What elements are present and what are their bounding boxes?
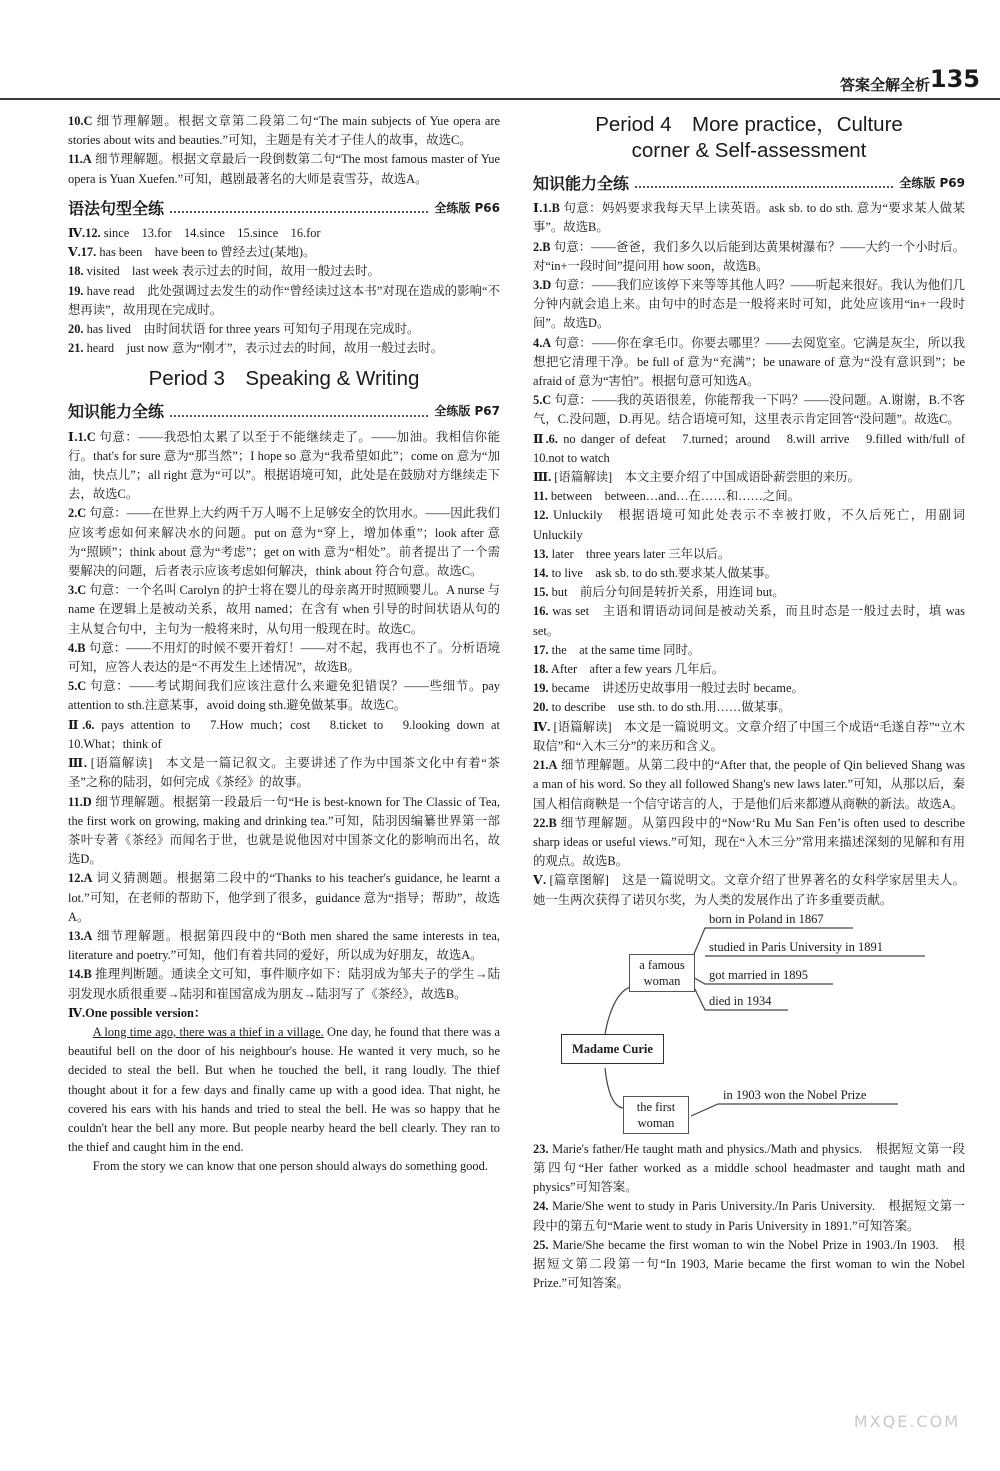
answer-text: heard just now 意为“刚才”，表示过去的时间，故用一般过去时。 <box>86 341 444 356</box>
answer-text: Marie/She went to study in Paris University./In Paris University. 根据短文第一段中的第五句“Marie went to study in Paris University in 1891.”可知答案。 <box>533 1199 965 1233</box>
answer-text: 细节理解题。根据文章最后一段倒数第二句“The most famous master of Yue opera is Yuan Xuefen.”可知，越剧最著名的大师是袁雪芬，故选A。 <box>68 152 500 186</box>
answer-number: Ⅰ.1.B <box>533 201 560 216</box>
answer-number: 5.C <box>533 393 552 408</box>
dotted-leader <box>170 211 428 213</box>
left-items-c <box>68 428 513 1004</box>
essay-conclusion: From the story we can know that one person should always do something good. <box>92 1159 488 1174</box>
answer-item <box>533 199 965 237</box>
left-column <box>68 112 513 1177</box>
answer-item <box>533 276 965 334</box>
dotted-leader <box>635 186 893 188</box>
answer-item <box>533 487 965 506</box>
left-items-b <box>68 224 500 358</box>
section-page-ref: 全练版 P69 <box>899 176 965 190</box>
answer-text: 句意：——我恐怕太累了以至于不能继续走了。——加油。我相信你能行。that's for sure 意为“那当然”；I hope so 意为“我希望如此”；come on 意为“加油，快点儿”；all right 意为“可以”。根据语境可知，此处是在鼓励对方继续走下去，故选C。 <box>68 429 500 502</box>
mind-map-leaf: in 1903 won the Nobel Prize <box>723 1087 867 1102</box>
answer-text: [语篇解读] 本文是一篇说明文。文章介绍了中国三个成语“毛遂自荐”“立木取信”和“入木三分”的来历和含义。 <box>533 719 965 753</box>
essay-body: One day, he found that there was a beautiful bell on the door of his neighbour's house. He wanted it very much, so he decided to steal the bell. But when he touched the bell, it rang loudly. The thief thought about it for a few days and finally came up with a good idea. That night, he covered his ears with his hands and tried to steal the bell. He was so happy that he couldn't hear the bell any more. But people nearby heard the bell clearly. They ran to the thief and caught him in the end. <box>68 1024 500 1155</box>
answer-text: [语篇解读] 本文是一篇记叙文。主要讲述了作为中国茶文化中有着“茶圣”之称的陆羽，如何完成《茶经》的故事。 <box>68 756 500 790</box>
answer-number: 16. <box>533 604 549 619</box>
period-4-title <box>533 112 965 164</box>
answer-number: 25. <box>533 1237 549 1252</box>
answer-item <box>533 583 965 602</box>
answer-text: between between…and…在……和……之间。 <box>550 489 801 504</box>
answer-number: 18. <box>68 264 84 279</box>
watermark: MXQE.COM <box>853 1411 960 1431</box>
answer-item <box>533 871 965 909</box>
answer-number: Ⅲ. <box>533 470 552 485</box>
answer-number: 4.A <box>533 335 552 350</box>
answer-text: 句意：——你在拿毛巾。你要去哪里？——去阅览室。它满是灰尘，所以我想把它清理干净。be full of 意为“充满”；be unaware of 意为“没有意识到”；be afraid of 意为“害怕”。根据句意可知选A。 <box>533 335 965 389</box>
mind-map-node-lower: the first woman <box>623 1096 689 1134</box>
answer-text: later three years later 三年以后。 <box>551 546 731 561</box>
answer-number: 3.C <box>68 583 87 598</box>
answer-number: 22.B <box>533 815 557 830</box>
answer-item <box>68 869 500 927</box>
answer-item <box>533 641 965 660</box>
answer-number: Ⅱ.6. <box>68 717 95 732</box>
answer-item <box>68 320 500 339</box>
answer-text: Marie's father/He taught math and physics./Math and physics. 根据短文第一段第四句“Her father worked as a middle school headmaster and taught math and physics”可知答案。 <box>533 1141 965 1195</box>
answer-item <box>533 602 965 640</box>
answer-number: 12. <box>533 508 549 523</box>
section-page-ref: 全练版 P67 <box>434 404 500 419</box>
answer-text: Marie/She became the first woman to win the Nobel Prize in 1903./In 1903. 根据短文第二段第一句“In 1903, Marie became the first woman to win the Nobel Prize.”可知答案。 <box>533 1237 965 1291</box>
answer-item <box>533 545 965 564</box>
answer-number: 4.B <box>68 640 86 655</box>
answer-item <box>68 965 500 1003</box>
answer-number: 21.A <box>533 758 558 773</box>
answer-text: 句意：——我们应该停下来等等其他人吗？——听起来很好。我认为他们几分钟内就会追上来。由句中的时态是一般将来时可知，此处应该用“in+一段时间”。故选D。 <box>533 278 965 331</box>
answer-item <box>533 334 965 392</box>
essay-paragraph <box>68 1023 500 1157</box>
answer-item <box>68 339 500 358</box>
answer-text: has been have been to 曾经去过(某地)。 <box>99 245 316 260</box>
answer-text: have read 此处强调过去发生的动作“曾经读过这本书”对现在造成的影响“不想再读”，故用现在完成时。 <box>68 283 500 317</box>
answer-item <box>68 581 500 639</box>
section-page-ref: 全练版 P66 <box>434 200 500 215</box>
knowledge-section-heading <box>68 402 500 421</box>
answer-item <box>533 1197 965 1235</box>
answer-number: 20. <box>68 322 84 337</box>
answer-number: 14.B <box>68 967 92 982</box>
answer-item <box>533 1236 965 1294</box>
answer-number: 13.A <box>68 928 93 943</box>
answer-item <box>68 150 500 188</box>
answer-text: but 前后分句间是转折关系，用连词 but。 <box>551 585 785 600</box>
answer-item <box>533 1140 965 1198</box>
answer-item <box>68 112 500 150</box>
grammar-section-heading <box>68 199 500 218</box>
answer-number: 3.D <box>533 278 552 293</box>
answer-item <box>68 677 500 715</box>
answer-item <box>533 698 965 717</box>
period-3-title: Period 3 Speaking & Writing <box>148 367 420 391</box>
answer-item <box>533 506 965 544</box>
header-rule <box>0 98 1000 100</box>
answer-item <box>533 391 965 429</box>
answer-text: has lived 由时间状语 for three years 可知句子用现在完成时。 <box>86 322 420 337</box>
answer-text: the at the same time 同时。 <box>551 642 701 657</box>
answer-item <box>533 564 965 583</box>
answer-number: Ⅱ.6. <box>533 431 558 446</box>
answer-number: 2.C <box>68 506 87 521</box>
answer-item <box>68 243 500 262</box>
answer-text: 句意：妈妈要求我每天早上读英语。ask sb. to do sth. 意为“要求某人做某事”。故选B。 <box>533 201 965 235</box>
answer-number: 19. <box>533 681 549 696</box>
answer-text: 句意：——考试期间我们应该注意什么来避免犯错误？——些细节。pay attention to sth.注意某事，avoid doing sth.避免做某事。故选C。 <box>68 679 500 713</box>
answer-text: 细节理解题。根据第四段中的“Both men shared the same interests in tea, literature and poetry.”可知，他们有着共同的爱好，所以成为好朋友，故选A。 <box>68 928 500 963</box>
answer-text: was set 主语和谓语动词间是被动关系，而且时态是一般过去时，填 was set。 <box>533 604 965 638</box>
answer-number: 10.C <box>68 114 93 128</box>
answer-number: 19. <box>68 283 84 298</box>
answer-text: 句意：——我的英语很差，你能帮我一下吗？——没问题。A.谢谢，B.不客气，C.没问题，D.再见。结合语境可知，这里表示肯定回答“没问题”。故选C。 <box>533 393 965 427</box>
mind-map-node-upper: a famous woman <box>629 954 695 992</box>
answer-text: to live ask sb. to do sth.要求某人做某事。 <box>551 566 778 581</box>
answer-number: 12.A <box>68 871 93 886</box>
mind-map-leaf: died in 1934 <box>709 993 772 1008</box>
answer-text: 句意：——在世界上大约两千万人喝不上足够安全的饮用水。——因此我们应该考虑如何来解决水的问题。put on 意为“穿上，增加体重”；look after 意为“照顾”；think about 意为“考虑”；get on with 意为“相处”。前者提出了一个需要解决的问题，后者表示应该考虑如何解决，think about 符合句意。故选C。 <box>68 506 500 579</box>
answer-number: 5.C <box>68 679 87 694</box>
mind-map-leaf: got married in 1895 <box>709 967 808 982</box>
right-column <box>533 112 978 1293</box>
answer-number: Ⅳ. <box>533 719 551 734</box>
answer-item <box>533 814 965 872</box>
answer-text: 句意：——不用灯的时候不要开着灯！——对不起，我再也不了。分析语境可知，应答人表达的是“不再发生上述情况”，故选B。 <box>68 640 500 675</box>
answer-item <box>68 639 500 677</box>
answer-text: 细节理解题。根据文章第二段第二句“The main subjects of Yue opera are stories about wits and beauties.”可知，主题是有关才子佳人的故事，故选C。 <box>68 114 500 148</box>
answer-number: 23. <box>533 1141 549 1156</box>
mind-map <box>533 911 965 1140</box>
answer-number: 20. <box>533 700 549 715</box>
answer-number: 24. <box>533 1199 549 1214</box>
answer-item <box>533 468 965 487</box>
answer-text: 细节理解题。从第四段中的“Now‘Ru Mu San Fen’is often used to describe sharp ideas or useful views.”可知，现在“入木三分”常用来描述深刻的见解和有用的观点。故选B。 <box>533 815 965 869</box>
answer-text: to describe use sth. to do sth.用……做某事。 <box>551 700 791 715</box>
answer-number: Ⅰ.1.C <box>68 429 96 444</box>
section-title: 知识能力全练 <box>533 174 630 193</box>
right-items-a <box>533 199 978 910</box>
section-title: 知识能力全练 <box>68 402 165 422</box>
answer-text: 句意：——爸爸，我们多久以后能到达黄果树瀑布？——大约一个小时后。对“in+一段时间”提问用 how soon，故选B。 <box>533 239 965 273</box>
answer-item <box>68 262 500 281</box>
answer-item <box>68 927 500 965</box>
answer-text: 推理判断题。通读全文可知，事件顺序如下：陆羽成为邹夫子的学生→陆羽发现水质很重要→陆羽和崔国富成为朋友→陆羽写了《茶经》，故选B。 <box>68 967 500 1001</box>
answer-text: no danger of defeat 7.turned；around 8.will arrive 9.filled with/full of 10.not to watch <box>533 431 978 465</box>
mind-map-leaf: born in Poland in 1867 <box>709 911 824 926</box>
answer-text: pays attention to 7.How much；cost 8.ticket to 9.looking down at 10.What；think of <box>68 717 513 751</box>
page-number: 135 <box>929 65 980 93</box>
answer-number: 14. <box>533 566 549 581</box>
answer-text: After after a few years 几年后。 <box>550 662 725 677</box>
answer-item <box>533 430 978 468</box>
answer-item <box>533 660 965 679</box>
answer-item <box>533 718 965 756</box>
answer-number: Ⅲ. <box>68 756 87 771</box>
answer-number: 21. <box>68 341 84 356</box>
answer-text: visited last week 表示过去的时间，故用一般过去时。 <box>86 264 380 279</box>
section-title: 语法句型全练 <box>68 198 165 218</box>
answer-text: 细节理解题。从第二段中的“After that, the people of Qin believed Shang was a man of his word. So they all followed Shang's new laws later.”可知，从那以后，秦国人相信商鞅是一个信守诺言的人，于是他们后来都遵从商鞅的新法。故选A。 <box>533 758 965 811</box>
knowledge-section-heading-right <box>533 174 965 193</box>
answer-item <box>68 282 500 320</box>
answer-text: 词义猜测题。根据第二段中的“Thanks to his teacher's guidance, he learnt a lot.”可知，在老师的帮助下，他学到了很多，guidance 意为“指导；帮助”，故选A。 <box>68 871 500 924</box>
answer-text: became 讲述历史故事用一般过去时 became。 <box>551 681 804 696</box>
answer-item <box>68 428 500 505</box>
answer-item <box>68 716 513 754</box>
answer-item <box>68 224 500 243</box>
mind-map-center: Madame Curie <box>561 1034 664 1064</box>
header-title: 答案全解全析 <box>839 76 930 94</box>
period-4-title-line2: corner & Self-assessment <box>631 139 867 162</box>
left-items-a <box>68 112 500 189</box>
mind-map-leaf: studied in Paris University in 1891 <box>709 939 883 954</box>
answer-number: 13. <box>533 546 549 561</box>
answer-text: 细节理解题。根据第一段最后一句“He is best-known for The Classic of Tea, the first work on growing, making and drinking tea.”可知，陆羽因编纂世界第一部茶叶专著《茶经》而闻名于世，也就是说他因对中国茶文化的影响而出名，故选D。 <box>68 794 500 867</box>
answer-number: 11.A <box>68 152 92 167</box>
answer-number: Ⅳ.12. <box>68 226 101 241</box>
answer-item <box>68 754 500 792</box>
answer-item <box>533 756 965 814</box>
answer-number: 17. <box>533 642 549 657</box>
answer-number: 18. <box>533 662 549 677</box>
essay-first-sentence: A long time ago, there was a thief in a village. <box>92 1024 324 1039</box>
answer-item <box>68 793 500 870</box>
version-label: Ⅳ.One possible version： <box>68 1005 207 1020</box>
answer-text: since 13.for 14.since 15.since 16.for <box>103 226 321 241</box>
answer-text: [语篇解读] 本文主要介绍了中国成语卧薪尝胆的来历。 <box>554 470 860 485</box>
answer-item <box>68 504 500 581</box>
answer-number: 11. <box>533 489 548 504</box>
answer-item <box>533 679 965 698</box>
period-4-title-line1: Period 4 More practice，Culture <box>595 113 903 136</box>
answer-text: Unluckily 根据语境可知此处表示不幸被打败，不久后死亡，用副词 Unluckily <box>533 508 965 542</box>
answer-number: Ⅴ. <box>533 873 547 888</box>
answer-number: Ⅴ.17. <box>68 245 97 260</box>
answer-item <box>533 238 965 276</box>
answer-text: 句意：一个名叫 Carolyn 的护士将在婴儿的母亲离开时照顾婴儿。A nurse 与 name 在逻辑上是被动关系，故用 named；在含有 when 引导的时间状语从句的主从复合句中，主句为一般将来时，从句用一般现在时。故选C。 <box>68 583 500 636</box>
answer-number: 15. <box>533 585 549 600</box>
dotted-leader <box>170 415 428 417</box>
answer-number: 11.D <box>68 794 92 809</box>
answer-number: 2.B <box>533 239 551 254</box>
right-items-b <box>533 1140 965 1294</box>
answer-text: [篇章图解] 这是一篇说明文。文章介绍了世界著名的女科学家居里夫人。她一生两次获得了诺贝尔奖，为人类的发展作出了许多重要贡献。 <box>533 873 965 907</box>
